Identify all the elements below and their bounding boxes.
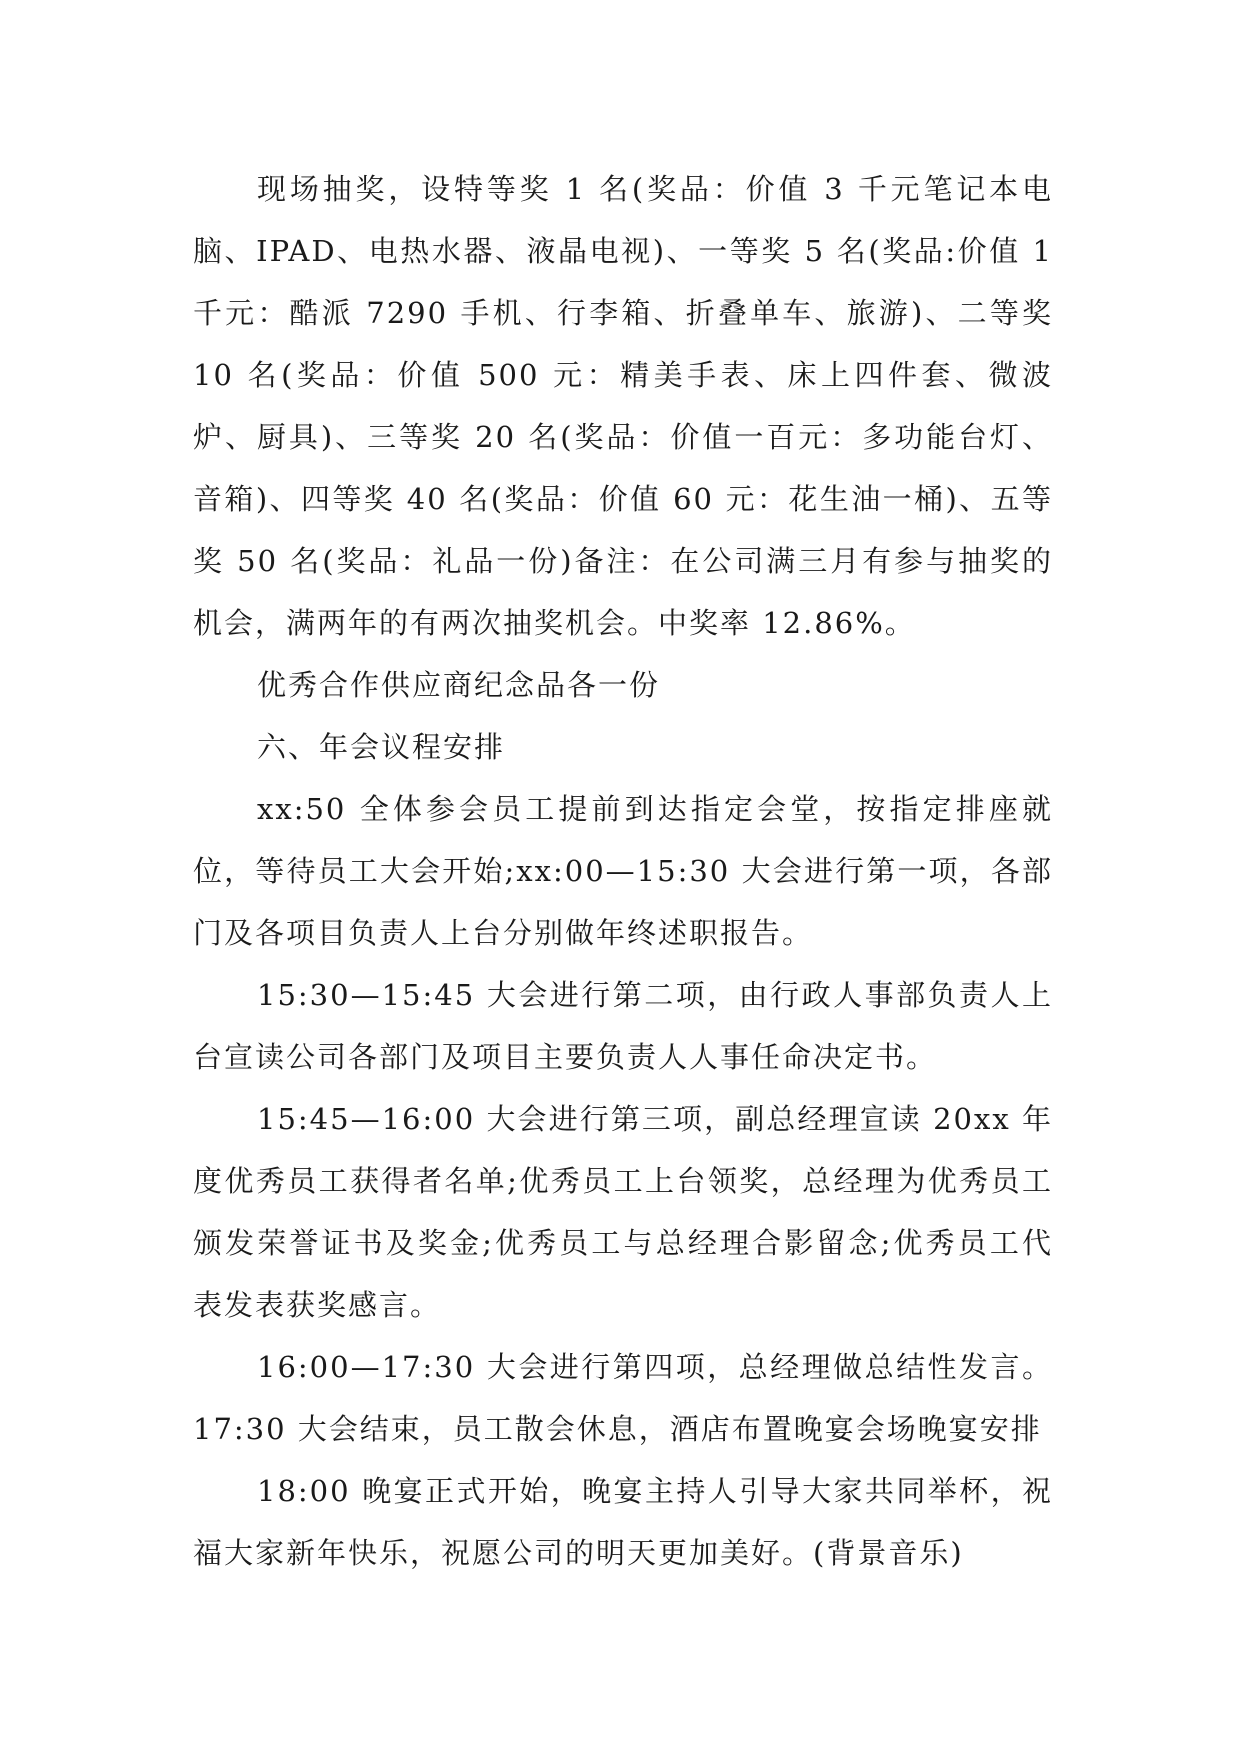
paragraph-lottery-prizes: 现场抽奖，设特等奖 1 名(奖品：价值 3 千元笔记本电脑、IPAD、电热水器、液晶电视)、一等奖 5 名(奖品:价值 1 千元：酷派 7290 手机、行李箱、折叠单车、旅游)、二等奖 10 名(奖品：价值 500 元：精美手表、床上四件套、微波炉、厨具)、三等奖 20 名(奖品：价值一百元：多功能台灯、音箱)、四等奖 40 名(奖品：价值 60 元：花生油一桶)、五等奖 50 名(奖品：礼品一份)备注：在公司满三月有参与抽奖的机会，满两年的有两次抽奖机会。中奖率 12.86%。 — [193, 172, 1053, 640]
paragraph-agenda-opening: xx:50 全体参会员工提前到达指定会堂，按指定排座就位，等待员工大会开始;xx:00—15:30 大会进行第一项，各部门及各项目负责人上台分别做年终述职报告。 — [193, 792, 1053, 950]
section-heading-agenda: 六、年会议程安排 — [257, 730, 506, 764]
paragraph-supplier-souvenirs: 优秀合作供应商纪念品各一份 — [257, 668, 661, 702]
document-page — [193, 158, 1053, 1584]
paragraph-agenda-item-4: 16:00—17:30 大会进行第四项，总经理做总结性发言。17:30 大会结束，员工散会休息，酒店布置晚宴会场晚宴安排 — [193, 1350, 1053, 1446]
paragraph-agenda-item-3: 15:45—16:00 大会进行第三项，副总经理宣读 20xx 年度优秀员工获得者名单;优秀员工上台领奖，总经理为优秀员工颁发荣誉证书及奖金;优秀员工与总经理合影留念;优秀员工代表发表获奖感言。 — [193, 1102, 1053, 1322]
paragraph-agenda-item-2: 15:30—15:45 大会进行第二项，由行政人事部负责人上台宣读公司各部门及项目主要负责人人事任命决定书。 — [193, 978, 1053, 1074]
paragraph-banquet: 18:00 晚宴正式开始，晚宴主持人引导大家共同举杯，祝福大家新年快乐，祝愿公司的明天更加美好。(背景音乐) — [193, 1474, 1053, 1570]
